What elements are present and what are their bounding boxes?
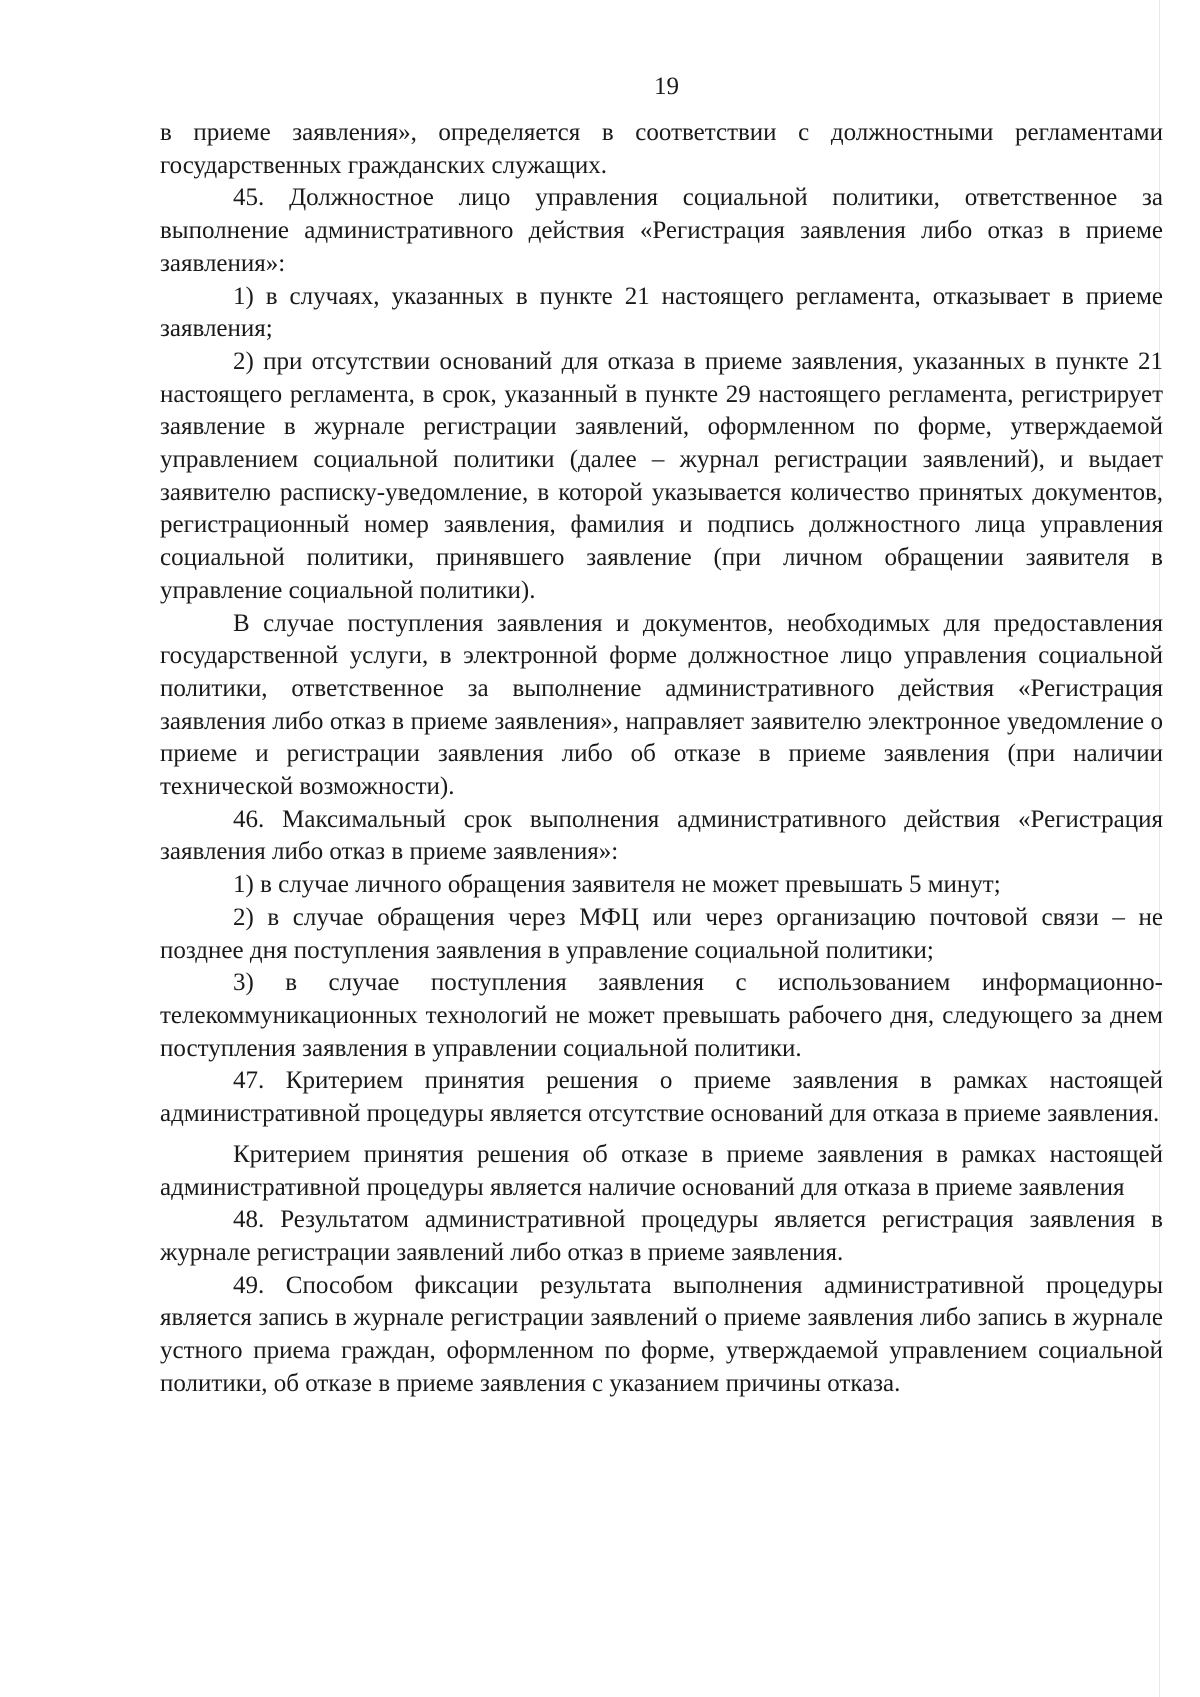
paragraph-45-item-2: 2) при отсутствии оснований для отказа в приеме заявления, указанных в пункте 21 настоящего регламента, в срок, указанный в пункте 29 настоящего регламента, регистрирует заявление в журнале регистрации заявлений, оформленном по форме, утверждаемой управлением социальной политики (далее – журнал регистрации заявлений), и выдает заявителю расписку-уведомление, в которой указывается количество принятых документов, регистрационный номер заявления, фамилия и подпись должностного лица управления социальной политики, принявшего заявление (при личном обращении заявителя в управление социальной политики). bbox=[160, 347, 1163, 604]
page-number: 19 bbox=[654, 73, 679, 100]
paragraph-45: 45. Должностное лицо управления социальной политики, ответственное за выполнение административного действия «Регистрация заявления либо отказ в приеме заявления»: bbox=[160, 184, 1163, 277]
paragraph-electronic-form: В случае поступления заявления и документов, необходимых для предоставления государственной услуги, в электронной форме должностное лицо управления социальной политики, ответственное за выполнение административного действия «Регистрация заявления либо отказ в приеме заявления», направляет заявителю электронное уведомление о приеме и регистрации заявления либо об отказе в приеме заявления (при наличии технической возможности). bbox=[160, 609, 1163, 801]
document-body bbox=[160, 117, 1163, 1400]
paragraph-continuation: в приеме заявления», определяется в соответствии с должностными регламентами государственных гражданских служащих. bbox=[160, 119, 1163, 179]
paragraph-47: 47. Критерием принятия решения о приеме заявления в рамках настоящей административной процедуры является отсутствие оснований для отказа в приеме заявления. bbox=[160, 1067, 1163, 1128]
paragraph-46-item-3: 3) в случае поступления заявления с использованием информационно-телекоммуникационных технологий не может превышать рабочего дня, следующего за днем поступления заявления в управлении социальной политики. bbox=[160, 969, 1163, 1062]
paragraph-47-refusal-criterion: Критерием принятия решения об отказе в приеме заявления в рамках настоящей административной процедуры является наличие оснований для отказа в приеме заявления bbox=[160, 1140, 1163, 1201]
paragraph-46-item-1: 1) в случае личного обращения заявителя не может превышать 5 минут; bbox=[233, 871, 1001, 899]
paragraph-46-item-2: 2) в случае обращения через МФЦ или через организацию почтовой связи – не позднее дня поступления заявления в управление социальной политики; bbox=[160, 903, 1163, 964]
paragraph-49: 49. Способом фиксации результата выполнения административной процедуры является запись в журнале регистрации заявлений о приеме заявления либо запись в журнале устного приема граждан, оформленном по форме, утверждаемой управлением социальной политики, об отказе в приеме заявления с указанием причины отказа. bbox=[160, 1271, 1163, 1397]
paragraph-46: 46. Максимальный срок выполнения административного действия «Регистрация заявления либо отказ в приеме заявления»: bbox=[160, 805, 1163, 866]
paragraph-48: 48. Результатом административной процедуры является регистрация заявления в журнале регистрации заявлений либо отказ в приеме заявления. bbox=[160, 1206, 1163, 1266]
paragraph-45-item-1: 1) в случаях, указанных в пункте 21 настоящего регламента, отказывает в приеме заявления; bbox=[160, 282, 1163, 343]
